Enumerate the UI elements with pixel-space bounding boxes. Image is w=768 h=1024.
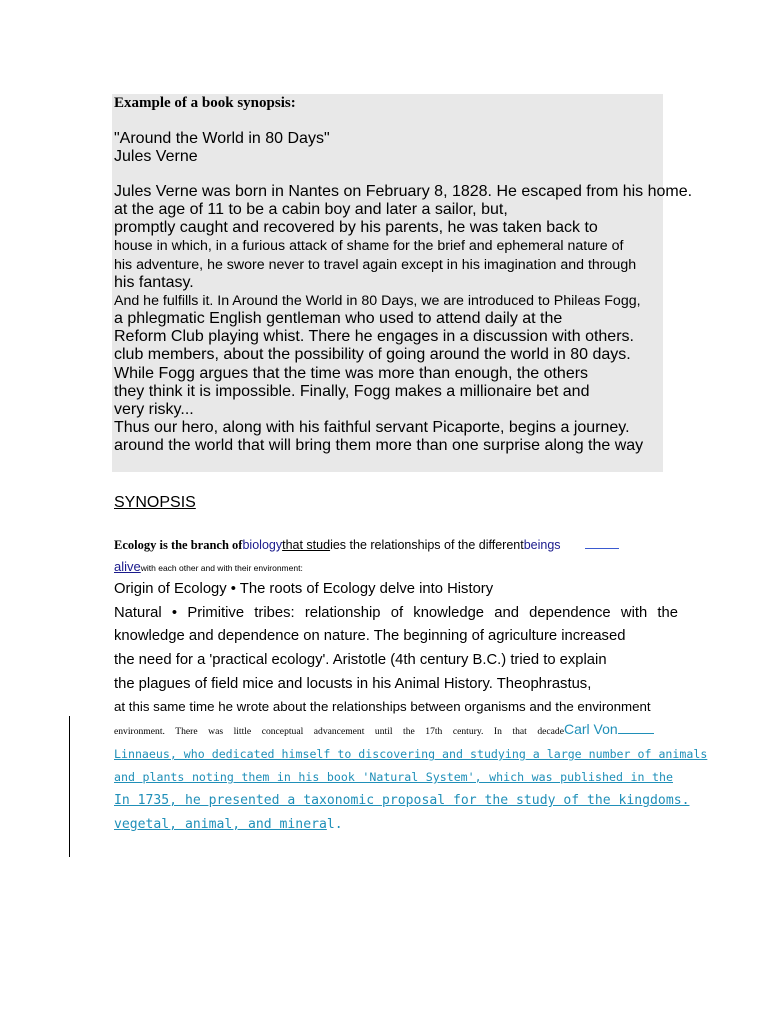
box-line: Jules Verne was born in Nantes on February 8, 1828. He escaped from his home. <box>114 183 693 200</box>
change-bar <box>69 716 70 857</box>
alive-link[interactable]: alive <box>114 559 141 574</box>
carl-underline <box>618 733 654 734</box>
box-line: Reform Club playing whist. There he engages in a discussion with others. <box>114 328 634 345</box>
paragraph-line <box>114 720 664 741</box>
box-line: promptly caught and recovered by his parents, he was taken back to <box>114 219 598 236</box>
environment-sentence: environment. There was little conceptual advancement until the 17th century. In that decade <box>114 726 564 737</box>
linnaeus-line[interactable]: Linnaeus, who dedicated himself to discovering and studying a large number of animals <box>114 747 708 761</box>
box-line: his adventure, he swore never to travel again except in his imagination and through <box>114 257 637 273</box>
synopsis-heading: SYNOPSIS <box>114 494 196 511</box>
book-title: "Around the World in 80 Days" <box>114 130 330 147</box>
paragraph-line: the need for a 'practical ecology'. Aristotle (4th century B.C.) tried to explain <box>114 652 607 668</box>
blank-underline <box>585 548 619 549</box>
box-line: club members, about the possibility of going around the world in 80 days. <box>114 346 631 363</box>
box-line: very risky... <box>114 401 194 418</box>
that-studies-text: that stud <box>282 538 331 552</box>
box-line: And he fulfills it. In Around the World in 80 Days, we are introduced to Phileas Fogg, <box>114 293 641 309</box>
ecology-alive-line <box>114 558 303 576</box>
paragraph-line: knowledge and dependence on nature. The beginning of agriculture increased <box>114 628 626 644</box>
paragraph-line: Origin of Ecology • The roots of Ecology delve into History <box>114 581 494 597</box>
box-line: Thus our hero, along with his faithful servant Picaporte, begins a journey. <box>114 419 630 436</box>
box-line: at the age of 11 to be a cabin boy and later a sailor, but, <box>114 201 508 218</box>
kingdoms-link[interactable]: vegetal, animal, and minera <box>114 817 327 832</box>
box-line: they think it is impossible. Finally, Fogg makes a millionaire bet and <box>114 383 590 400</box>
box-line: his fantasy. <box>114 274 194 291</box>
linnaeus-line[interactable]: In 1735, he presented a taxonomic proposal for the study of the kingdoms. <box>114 793 690 808</box>
paragraph-line: Natural • Primitive tribes: relationship of knowledge and dependence with the <box>114 605 678 621</box>
beings-link[interactable]: beings <box>523 538 561 552</box>
ecology-intro-text: Ecology is the branch of <box>114 538 243 552</box>
box-line: around the world that will bring them more than one surprise along the way <box>114 437 644 454</box>
kingdoms-tail: l. <box>326 817 343 832</box>
linnaeus-line[interactable]: and plants noting them in his book 'Natural System', which was published in the <box>114 770 673 784</box>
box-line: house in which, in a furious attack of shame for the brief and ephemeral nature of <box>114 238 624 254</box>
paragraph-line: the plagues of field mice and locusts in his Animal History. Theophrastus, <box>114 676 592 692</box>
ecology-rest-text: ies the relationships of the different <box>330 538 524 552</box>
book-author: Jules Verne <box>114 148 198 165</box>
box-line: a phlegmatic English gentleman who used to attend daily at the <box>114 310 563 327</box>
box-line: While Fogg argues that the time was more than enough, the others <box>114 365 589 382</box>
box-title: Example of a book synopsis: <box>114 95 296 111</box>
paragraph-line: at this same time he wrote about the relationships between organisms and the environment <box>114 699 651 714</box>
biology-link[interactable]: biology <box>242 538 283 552</box>
environment-text: with each other and with their environment: <box>140 563 303 573</box>
ecology-intro-line <box>114 538 619 553</box>
linnaeus-line <box>114 816 343 834</box>
carl-von-link[interactable]: Carl Von <box>564 721 618 737</box>
